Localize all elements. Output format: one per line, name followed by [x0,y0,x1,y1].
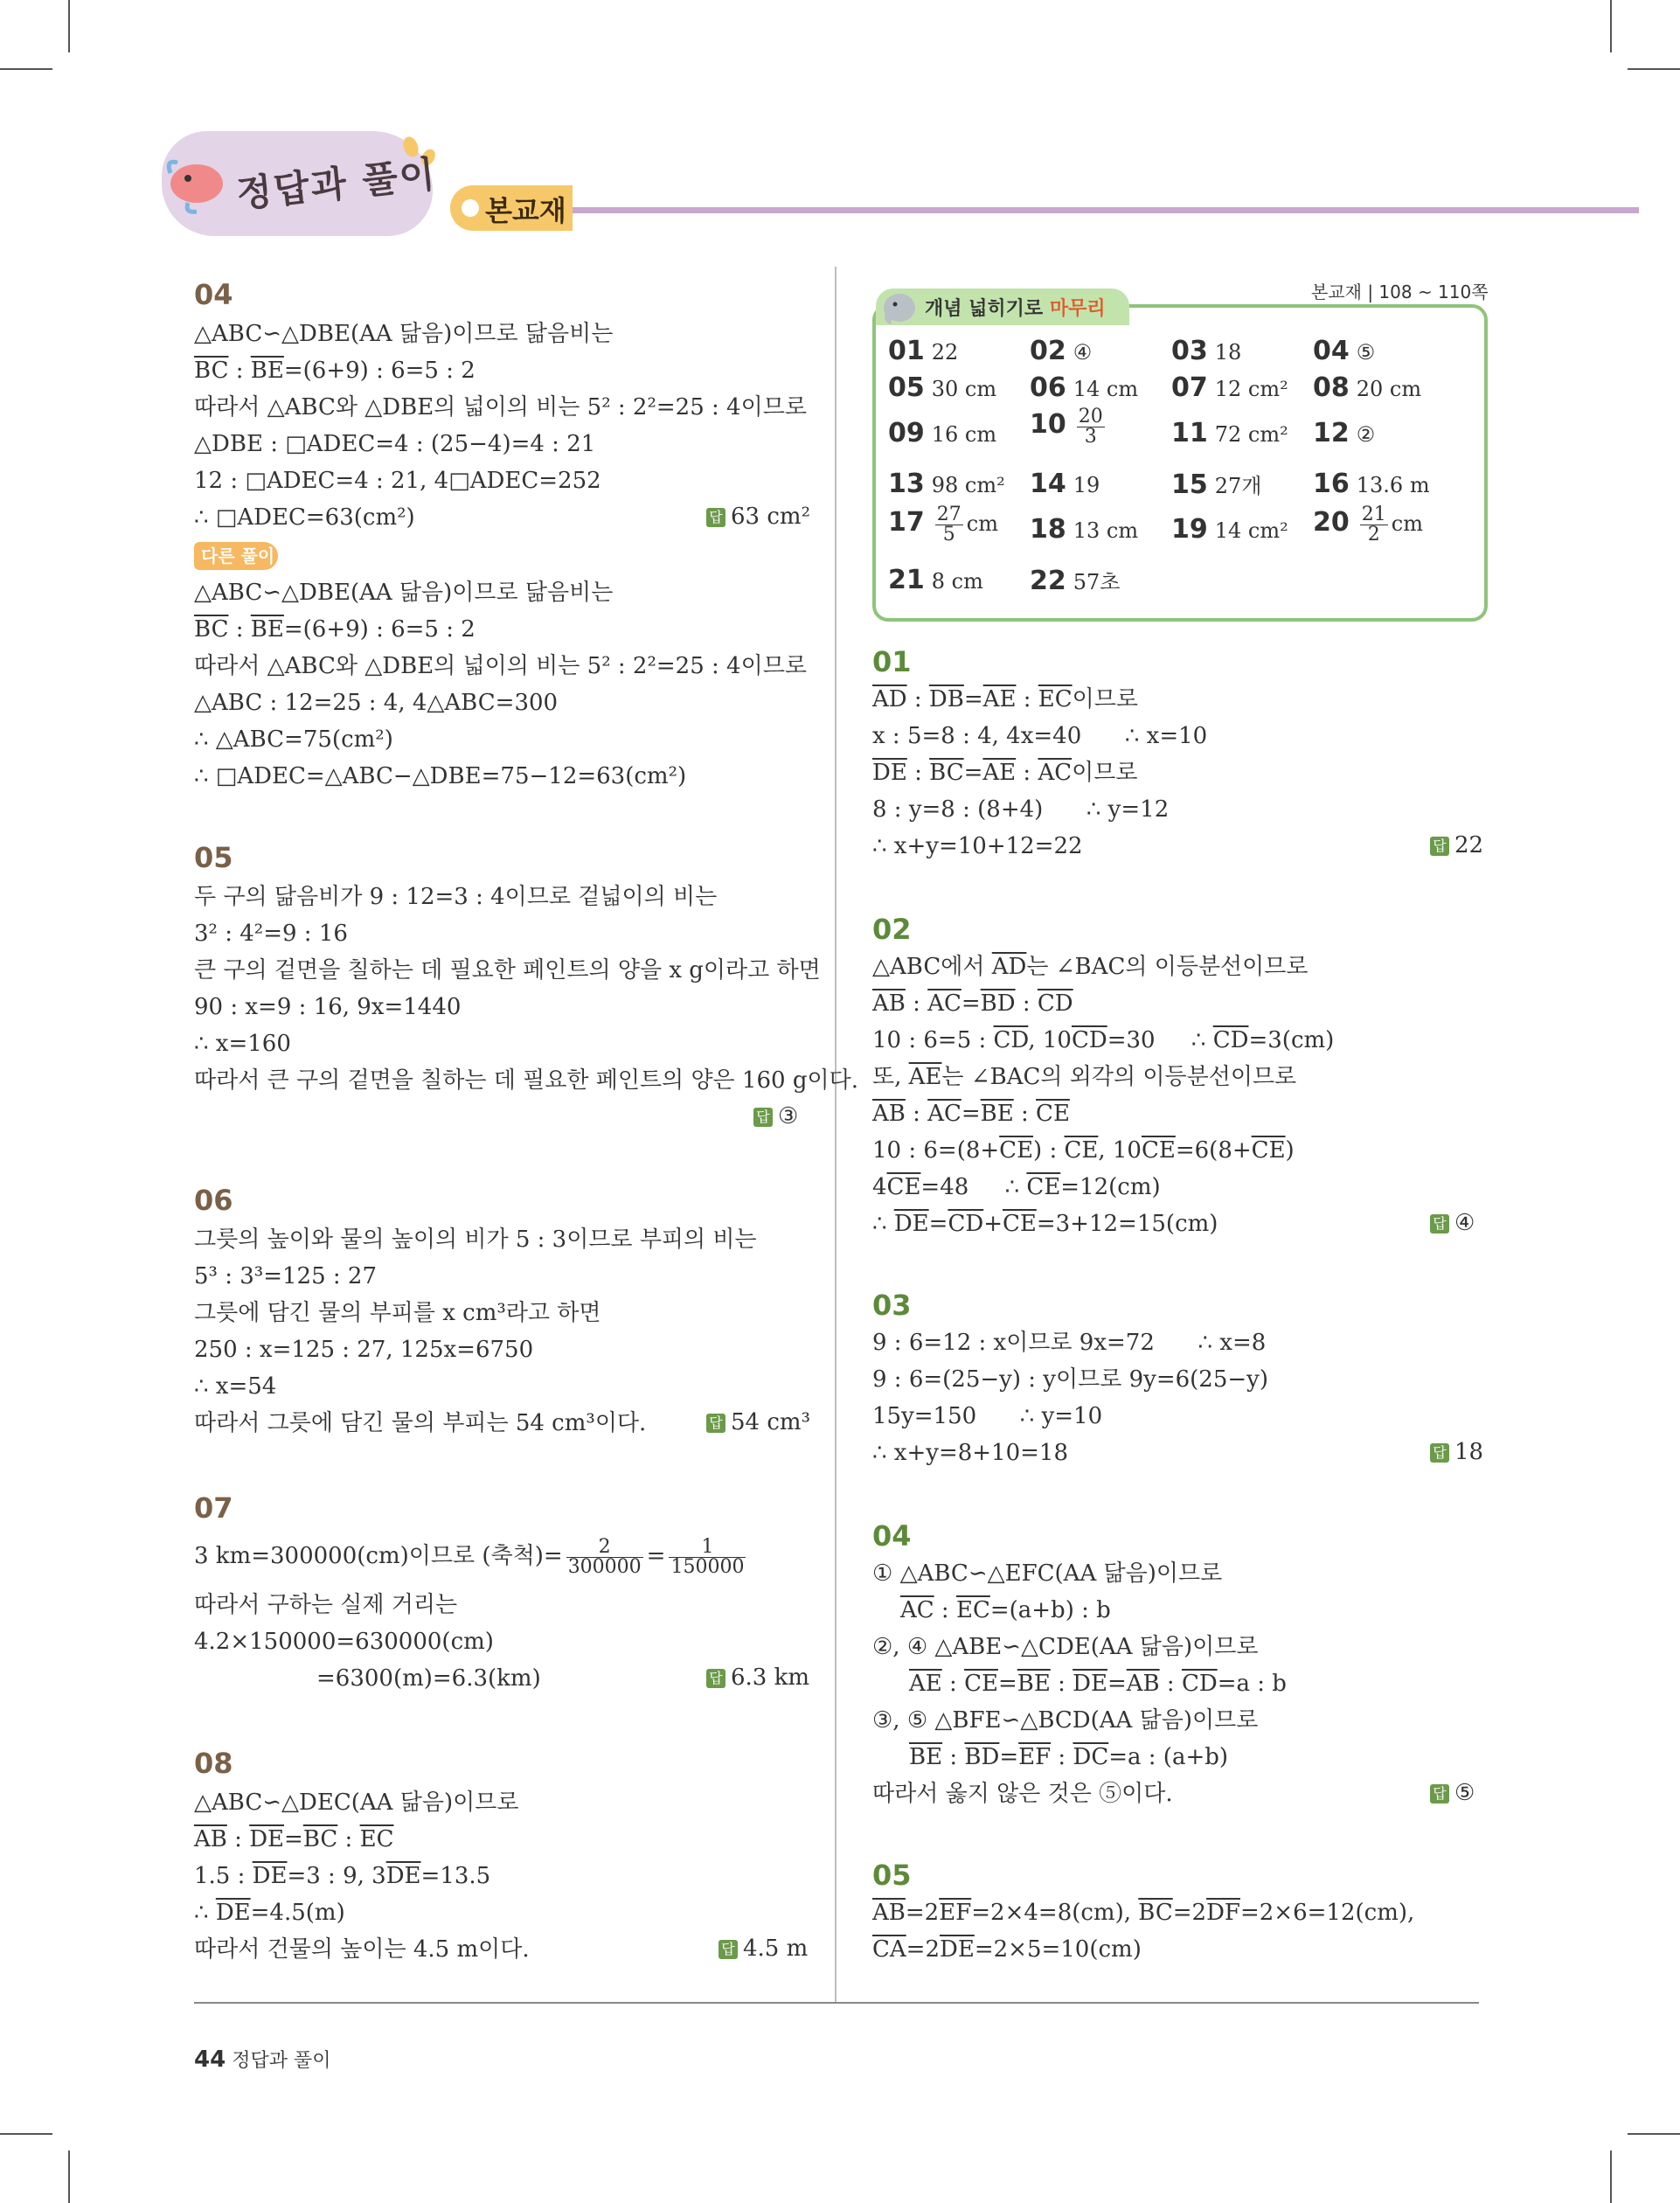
answer: 답 22 [1430,832,1483,858]
question-number: 04 [872,1519,912,1553]
crop-mark [1628,2133,1680,2135]
summary-item: 12 ② [1313,418,1376,448]
solution-line: 따라서 △ABC와 △DBE의 넓이의 비는 5² : 2²=25 : 4이므로 [194,653,807,679]
solution-line: ∴ $\overline{DE}=\overline{CD}+\overline{CE}=3+12=15(cm)$ [872,1211,1218,1237]
answer: 답 ④ [1430,1210,1475,1236]
column-divider [835,267,837,2002]
summary-item: 22 57초 [1030,566,1121,596]
answer: 답 4.5 m [719,1935,808,1962]
solution-line: $\overline{AB}$ : $\overline{AC}=\overline{BE}$ : $\overline{CE}$ [872,1101,1070,1127]
solution-line: x : 5=8 : 4, 4x=40 ∴ x=10 [872,723,1208,749]
solution-line: 그릇의 높이와 물의 높이의 비가 5 : 3이므로 부피의 비는 [194,1227,757,1253]
solution-line: △ABC : 12=25 : 4, 4△ABC=300 [194,690,559,716]
solution-line: $\overline{BC}$ : $\overline{BE}=(6+9)$ : 6=5 : 2 [194,616,476,643]
summary-item: 14 19 [1030,469,1100,499]
page-reference: 본교재 | 108 ~ 110쪽 [1311,281,1489,302]
summary-item: 13 98 cm² [888,469,1005,499]
summary-item: 11 72 cm² [1171,418,1288,448]
question-number: 08 [194,1747,233,1780]
solution-line: ∴ x=54 [194,1373,277,1400]
question-number: 04 [194,278,233,311]
question-number: 02 [872,913,912,946]
summary-item: 16 13.6 m [1313,469,1430,499]
header-tab-label: 본교재 [485,194,566,227]
solution-line: ∴ x+y=8+10=18 [872,1440,1069,1466]
solution-line: 따라서 건물의 높이는 4.5 m이다. [194,1936,530,1963]
summary-item: 05 30 cm [888,372,997,403]
answer: 답 63 cm² [706,504,810,530]
question-number: 06 [194,1184,233,1217]
solution-line: 또, $\overline{AE}$는 ∠BAC의 외각의 이등분선이므로 [872,1064,1297,1090]
solution-line: 그릇에 담긴 물의 부피를 x cm³라고 하면 [194,1300,601,1326]
solution-line: 따라서 옳지 않은 것은 ⑤이다. [872,1781,1173,1807]
crop-mark [1610,0,1612,52]
summary-item: 18 13 cm [1030,514,1139,545]
summary-item: 07 12 cm² [1171,372,1288,403]
summary-item: 17 $\frac{27}{5}$ cm [888,504,998,546]
solution-line: 3 km=300000(cm)이므로 (축척)= $\frac{2}{300000}$ = $\frac{1}{150000}$ [194,1535,745,1578]
tab-dot-icon [462,199,479,217]
solution-line: $\overline{CA}=2\overline{DE}=2\times 5=10(cm)$ [872,1936,1142,1963]
solution-line: 15y=150 ∴ y=10 [872,1403,1103,1429]
question-number: 05 [194,841,233,874]
summary-item: 20 $\frac{21}{2}$ cm [1313,504,1423,546]
crop-mark [1628,68,1680,70]
solution-line: $\overline{BE}$ : $\overline{BD}=\overline{EF}$ : $\overline{DC}=a$ : (a+b) [909,1744,1229,1770]
solution-line: ∴ □ADEC=63(cm²) [194,504,415,531]
solution-line: 3² : 4²=9 : 16 [194,921,348,947]
solution-line: $\overline{AB}$ : $\overline{AC}=\overline{BD}$ : $\overline{CD}$ [872,990,1073,1017]
summary-item: 02 ④ [1030,336,1093,366]
answer: 답 54 cm³ [706,1409,810,1435]
solution-line: ∴ x+y=10+12=22 [872,833,1083,859]
solution-line: $\overline{AC}$ : $\overline{EC}=(a+b)$ : b [900,1597,1111,1623]
crop-mark [0,2133,52,2135]
summary-title: 개념 넓히기로 마무리 [925,298,1106,320]
solution-line: ∴ □ADEC=△ABC−△DBE=75−12=63(cm²) [194,763,687,789]
solution-line: 9 : 6=12 : x이므로 9x=72 ∴ x=8 [872,1330,1267,1356]
solution-line: 4.2×150000=630000(cm) [194,1629,494,1655]
solution-line: 큰 구의 겉면을 칠하는 데 필요한 페인트의 양을 x g이라고 하면 [194,957,821,983]
solution-line: ③, ⑤ △BFE∽△BCD(AA 닮음)이므로 [872,1707,1259,1734]
solution-line: ① △ABC∽△EFC(AA 닮음)이므로 [872,1560,1223,1587]
question-number: 03 [872,1289,912,1322]
solution-line: ∴ $\overline{DE}=4.5(m)$ [194,1900,345,1926]
question-number: 05 [872,1859,912,1892]
solution-line: 10 : $6=(8+\overline{CE})$ : $\overline{CE}$, $10\overline{CE}=6(8+\overline{CE})$ [872,1137,1295,1164]
solution-line: △ABC∽△DEC(AA 닮음)이므로 [194,1790,519,1816]
solution-line: 따라서 구하는 실제 거리는 [194,1592,458,1618]
header-rule [551,207,1639,213]
answer: 답 ③ [753,1103,798,1129]
solution-line: $\overline{BC}$ : $\overline{BE}=(6+9)$ : 6=5 : 2 [194,358,476,384]
solution-line: ∴ x=160 [194,1031,291,1057]
summary-item: 09 16 cm [888,418,997,448]
whale-mascot-icon [162,147,232,217]
solution-line: △DBE : □ADEC=4 : (25−4)=4 : 21 [194,431,596,457]
solution-line: △ABC∽△DBE(AA 닮음)이므로 닮음비는 [194,321,614,347]
solution-line: ∴ △ABC=75(cm²) [194,726,393,753]
summary-item: 10 $\frac{20}{3}$ [1030,406,1103,448]
solution-line: △ABC에서 $\overline{AD}$는 ∠BAC의 이등분선이므로 [872,954,1309,980]
page-number: 44 [194,2047,226,2073]
solution-line: $\overline{AB}$ : $\overline{DE}=\overline{BC}$ : $\overline{EC}$ [194,1826,394,1852]
solution-line: 12 : □ADEC=4 : 21, 4□ADEC=252 [194,468,601,494]
solution-line: △ABC∽△DBE(AA 닮음)이므로 닮음비는 [194,580,614,606]
solution-line: ②, ④ △ABE∽△CDE(AA 닮음)이므로 [872,1634,1259,1660]
alt-solution-tag: 다른 풀이 [194,542,278,570]
solution-line: $\overline{AE}$ : $\overline{CE}=\overline{BE}$ : $\overline{DE}=\overline{AB}$ : $\overline{CD}=a$ : b [909,1671,1287,1697]
summary-item: 01 22 [888,336,959,366]
page-title: 정답과 풀이 [234,152,439,216]
solution-line: 8 : y=8 : (8+4) ∴ y=12 [872,796,1170,823]
bottom-rule [194,2002,1479,2004]
solution-line: 따라서 큰 구의 겉면을 칠하는 데 필요한 페인트의 양은 160 g이다. [194,1067,858,1094]
elephant-mascot-icon [878,287,921,327]
solution-line: 따라서 △ABC와 △DBE의 넓이의 비는 5² : 2²=25 : 4이므로 [194,394,807,420]
summary-item: 03 18 [1171,336,1242,366]
summary-item: 08 20 cm [1313,372,1422,403]
summary-item: 04 ⑤ [1313,336,1376,366]
crop-mark [68,0,70,52]
summary-item: 19 14 cm² [1171,514,1288,545]
solution-line: 9 : 6=(25−y) : y이므로 9y=6(25−y) [872,1366,1268,1393]
summary-item: 21 8 cm [888,565,983,595]
solution-line: 1.5 : $\overline{DE}=3$ : 9, $3\overline{DE}=13.5$ [194,1863,491,1889]
footer-label: 정답과 풀이 [232,2050,331,2072]
solution-line: 250 : x=125 : 27, 125x=6750 [194,1337,534,1363]
solution-line: $\overline{AD}$ : $\overline{DB}=\overline{AE}$ : $\overline{EC}$이므로 [872,686,1138,712]
summary-item: 15 27개 [1171,469,1262,500]
solution-line: 따라서 그릇에 담긴 물의 부피는 54 cm³이다. [194,1410,647,1436]
page-footer [194,2046,330,2073]
solution-line: $\overline{DE}$ : $\overline{BC}=\overline{AE}$ : $\overline{AC}$이므로 [872,760,1138,786]
crop-mark [68,2151,70,2203]
answer: 답 6.3 km [706,1664,809,1691]
question-number: 07 [194,1491,233,1525]
solution-line: 5³ : 3³=125 : 27 [194,1263,378,1289]
crop-mark [1610,2151,1612,2203]
solution-line: $4\overline{CE}=48$ ∴ $\overline{CE}=12(cm)$ [872,1174,1161,1200]
answer: 답 ⑤ [1430,1780,1475,1806]
solution-line: $\overline{AB}=2\overline{EF}=2\times 4=8(cm)$, $\overline{BC}=2\overline{DF}=2\times 6=12(cm)$, [872,1900,1415,1926]
crop-mark [0,68,52,70]
solution-line: 90 : x=9 : 16, 9x=1440 [194,994,462,1020]
solution-line: =6300(m)=6.3(km) [316,1665,541,1692]
summary-item: 06 14 cm [1030,372,1139,403]
solution-line: 두 구의 닮음비가 9 : 12=3 : 4이므로 겉넓이의 비는 [194,884,718,910]
solution-line: 10 : 6=5 : $\overline{CD}$, $10\overline{CD}=30$ ∴ $\overline{CD}=3(cm)$ [872,1027,1335,1053]
question-number: 01 [872,645,912,678]
answer: 답 18 [1430,1439,1483,1465]
